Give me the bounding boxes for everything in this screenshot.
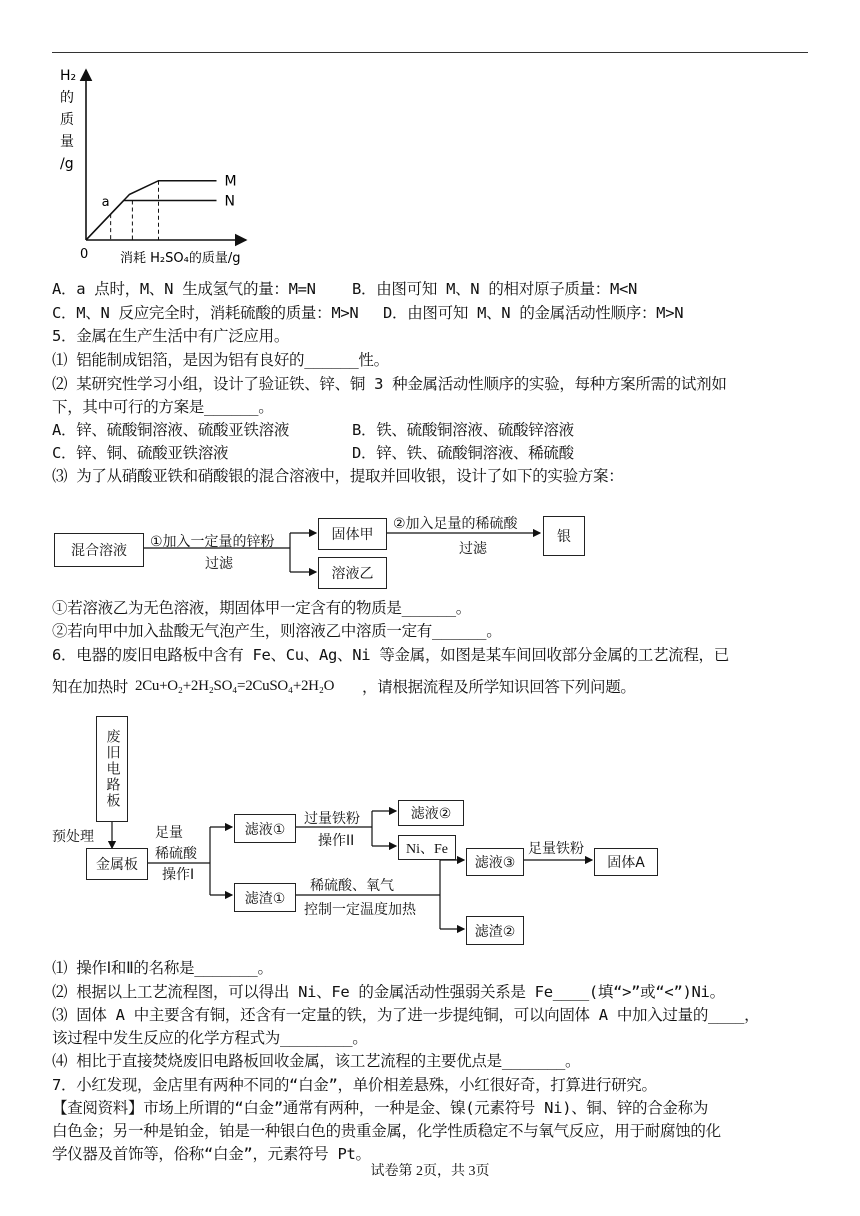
filtrate-2-box: 滤液② bbox=[398, 800, 464, 826]
waste-board-box: 废旧电路板 bbox=[96, 716, 128, 822]
iron-powder-2-label: 足量铁粉 bbox=[528, 841, 584, 857]
q6-part1: ⑴ 操作Ⅰ和Ⅱ的名称是_______。 bbox=[52, 959, 273, 977]
q6-part2: ⑵ 根据以上工艺流程图，可以得出 Ni、Fe 的金属活动性强弱关系是 Fe____(填“>”或“<”)Ni。 bbox=[52, 983, 725, 1001]
q4-option-d: D．由图可知 M、N 的金属活动性顺序：M>N bbox=[383, 304, 684, 322]
acid-label-1: 足量 bbox=[155, 825, 183, 841]
residue-2-box: 滤渣② bbox=[466, 916, 524, 945]
flow1-step1-label: ①加入一定量的锌粉 bbox=[150, 534, 275, 550]
q5-option-c: C．锌、铜、硫酸亚铁溶液 bbox=[52, 444, 229, 462]
solid-a-box: 固体甲 bbox=[318, 518, 387, 550]
q5-option-d: D．锌、铁、硫酸铜溶液、稀硫酸 bbox=[352, 444, 574, 462]
page-footer: 试卷第 2页，共 3页 bbox=[370, 1164, 490, 1179]
y-axis-label-line: 的 bbox=[60, 90, 74, 106]
solution-b-box: 溶液乙 bbox=[318, 557, 387, 589]
q7-line1: 7．小红发现，金店里有两种不同的“白金”，单价相差悬殊，小红很好奇，打算进行研究。 bbox=[52, 1076, 657, 1094]
mixed-solution-box: 混合溶液 bbox=[54, 533, 144, 567]
series-line-M bbox=[86, 181, 217, 240]
q7-line3: 白色金；另一种是铂金，铂是一种银白色的贵重金属，化学性质稳定不与氧气反应，用于耐腐蚀的化 bbox=[52, 1122, 721, 1140]
silver-box: 银 bbox=[543, 516, 585, 556]
q5-stem: 5．金属在生产生活中有广泛应用。 bbox=[52, 327, 290, 345]
condition-label-2: 控制一定温度加热 bbox=[304, 902, 416, 918]
operation-1-label: 操作I bbox=[162, 867, 195, 883]
q4-option-a: A．a 点时，M、N 生成氢气的量：M=N bbox=[52, 280, 316, 298]
q4-option-c: C．M、N 反应完全时，消耗硫酸的质量：M>N bbox=[52, 304, 359, 322]
solid-a-result-box: 固体A bbox=[594, 848, 658, 876]
header-rule bbox=[52, 52, 808, 53]
q5-part1: ⑴ 铝能制成铝箔，是因为铝有良好的______性。 bbox=[52, 351, 389, 369]
q6-stem-line1: 6．电器的废旧电路板中含有 Fe、Cu、Ag、Ni 等金属，如图是某车间回收部分金属的工艺流程，已 bbox=[52, 646, 729, 664]
residue-1-box: 滤渣① bbox=[234, 883, 296, 912]
q5-part2-line2: 下，其中可行的方案是______。 bbox=[52, 398, 274, 416]
q7-line2: 【查阅资料】市场上所谓的“白金”通常有两种，一种是金、镍(元素符号 Ni)、铜、锌的合金称为 bbox=[52, 1099, 709, 1117]
q5-part2-line1: ⑵ 某研究性学习小组，设计了验证铁、锌、铜 3 种金属活动性顺序的实验，每种方案所需的试剂如 bbox=[52, 375, 727, 393]
q6-part3-line1: ⑶ 固体 A 中主要含有铜，还含有一定量的铁，为了进一步提纯铜，可以向固体 A 中加入过量的____， bbox=[52, 1006, 760, 1024]
flow1-filter2-label: 过滤 bbox=[459, 541, 487, 557]
x-axis-label: 消耗 H₂SO₄的质量/g bbox=[120, 251, 241, 266]
series-label-N: N bbox=[224, 193, 235, 210]
condition-label-1: 稀硫酸、氧气 bbox=[310, 878, 394, 894]
hydrogen-mass-chart bbox=[50, 62, 280, 272]
q6-stem-line2-end: ，请根据流程及所学知识回答下列问题。 bbox=[362, 678, 636, 696]
y-axis-label-line: H₂ bbox=[60, 68, 77, 84]
y-axis-label-line: /g bbox=[60, 156, 74, 172]
q6-stem-line2-start: 知在加热时 bbox=[52, 678, 129, 696]
point-a-label: a bbox=[101, 195, 110, 211]
q5-part3: ⑶ 为了从硝酸亚铁和硝酸银的混合溶液中，提取并回收银，设计了如下的实验方案： bbox=[52, 467, 624, 485]
q4-option-b: B．由图可知 M、N 的相对原子质量：M<N bbox=[352, 280, 638, 298]
q6-equation: 2Cu+O₂+2H₂SO₄=2CuSO₄+2H₂O bbox=[135, 678, 335, 694]
iron-powder-1-label: 过量铁粉 bbox=[304, 811, 360, 827]
metal-board-box: 金属板 bbox=[86, 848, 148, 880]
origin-label: 0 bbox=[80, 247, 89, 262]
q5-sub1: ①若溶液乙为无色溶液，期固体甲一定含有的物质是______。 bbox=[52, 599, 471, 617]
q6-part4: ⑷ 相比于直接焚烧废旧电路板回收金属，该工艺流程的主要优点是_______。 bbox=[52, 1052, 581, 1070]
ni-fe-box: Ni、Fe bbox=[398, 835, 456, 860]
q5-sub2: ②若向甲中加入盐酸无气泡产生，则溶液乙中溶质一定有______。 bbox=[52, 622, 502, 640]
q7-line4: 学仪器及首饰等，俗称“白金”，元素符号 Pt。 bbox=[52, 1145, 371, 1163]
flow1-step2-label: ②加入足量的稀硫酸 bbox=[393, 516, 518, 532]
q5-option-a: A．锌、硫酸铜溶液、硫酸亚铁溶液 bbox=[52, 421, 290, 439]
series-label-M: M bbox=[224, 173, 237, 190]
pretreat-label: 预处理 bbox=[52, 829, 94, 845]
y-axis-label-line: 量 bbox=[60, 134, 74, 150]
y-axis-label-line: 质 bbox=[60, 112, 74, 128]
y-axis-label bbox=[60, 68, 76, 172]
filtrate-1-box: 滤液① bbox=[234, 814, 296, 843]
operation-2-label: 操作II bbox=[318, 833, 355, 849]
filtrate-3-box: 滤液③ bbox=[466, 848, 524, 876]
acid-label-2: 稀硫酸 bbox=[155, 846, 197, 862]
flow1-filter1-label: 过滤 bbox=[205, 556, 233, 572]
q5-option-b: B．铁、硫酸铜溶液、硫酸锌溶液 bbox=[352, 421, 574, 439]
q6-part3-line2: 该过程中发生反应的化学方程式为________。 bbox=[52, 1029, 368, 1047]
